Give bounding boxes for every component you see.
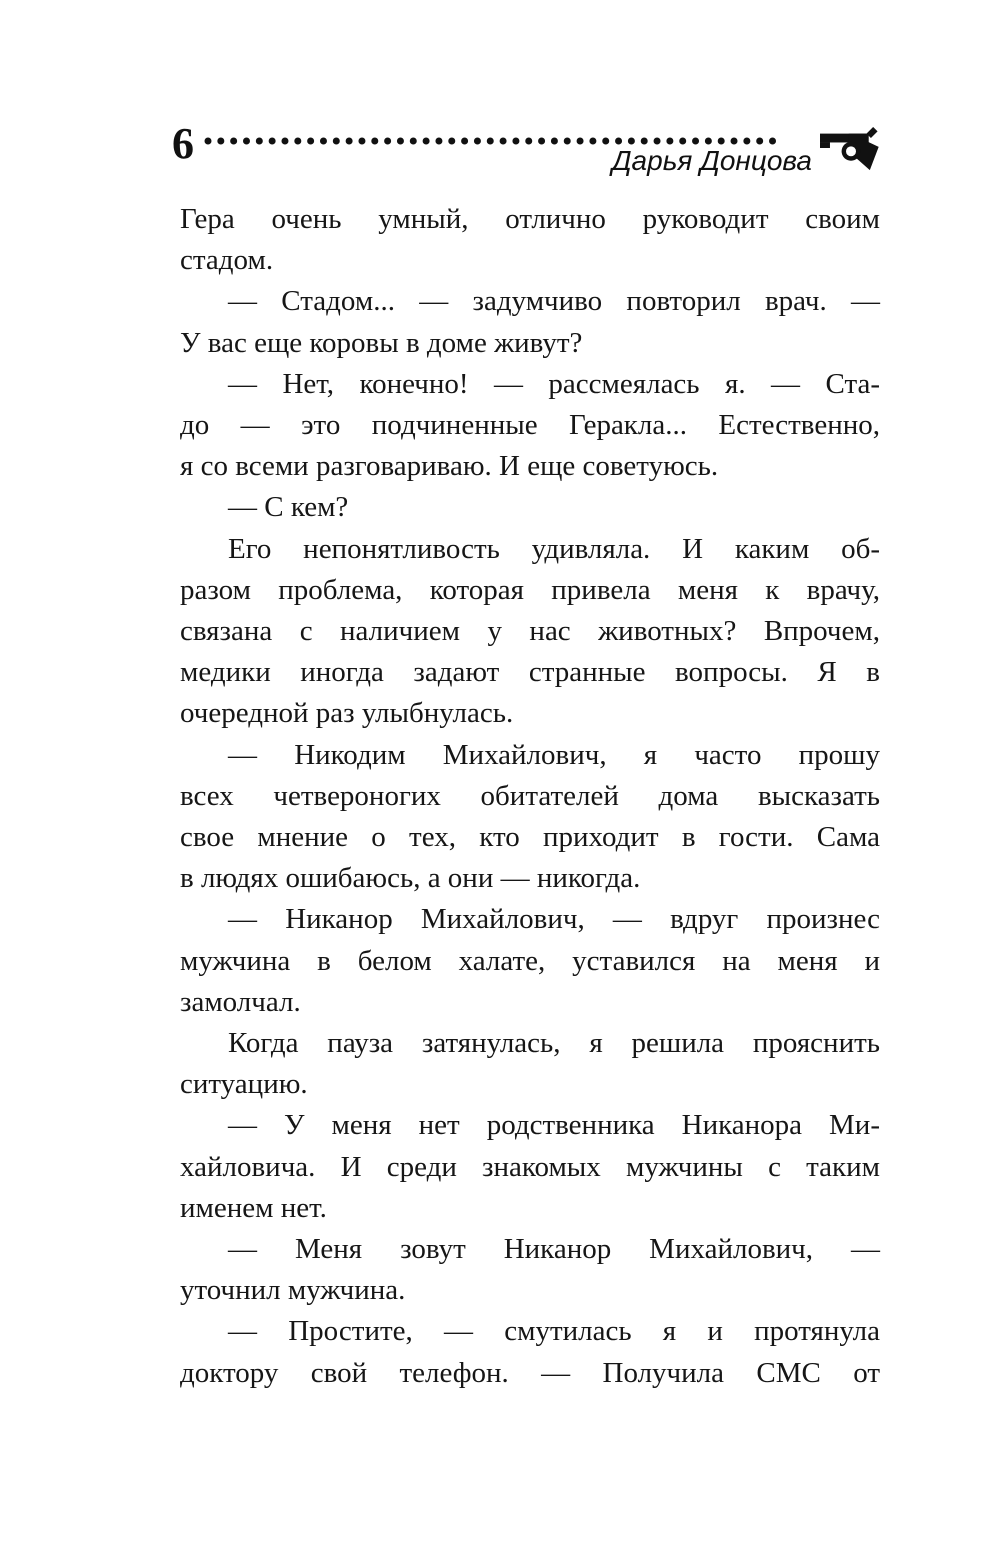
text-line: разом проблема, которая привела меня к врачу,	[180, 573, 880, 606]
text-line: именем нет.	[180, 1191, 327, 1224]
text-line: Когда пауза затянулась, я решила прояснить	[228, 1027, 880, 1060]
text-line: доктору свой телефон. — Получила СМС от	[180, 1356, 880, 1389]
text-line: хайловича. И среди знакомых мужчины с таким	[180, 1150, 880, 1183]
running-head-author: Дарья Донцова	[611, 145, 812, 176]
text-line: — Никанор Михайлович, — вдруг произнес	[228, 903, 880, 936]
text-line: уточнил мужчина.	[180, 1274, 406, 1307]
page-number: 6	[172, 119, 194, 168]
text-line: медики иногда задают странные вопросы. Я в	[180, 656, 880, 689]
text-line: — Меня зовут Никанор Михайлович, —	[228, 1233, 880, 1266]
text-line: ситуацию.	[180, 1068, 308, 1101]
text-line: У вас еще коровы в доме живут?	[180, 326, 583, 359]
revolver-icon	[820, 125, 882, 171]
text-line: — С кем?	[228, 491, 349, 524]
text-line: связана с наличием у нас животных? Впрочем,	[180, 615, 880, 648]
text-line: — У меня нет родственника Никанора Ми-	[228, 1109, 880, 1142]
text-line: — Стадом... — задумчиво повторил врач. —	[228, 285, 880, 318]
text-line: — Никодим Михайлович, я часто прошу	[228, 738, 880, 771]
text-block	[180, 199, 880, 1394]
text-line: до — это подчиненные Геракла... Естественно,	[180, 409, 880, 442]
text-line: всех четвероногих обитателей дома высказать	[180, 779, 880, 812]
text-line: Гера очень умный, отлично руководит своим	[180, 203, 880, 235]
text-line: очередной раз улыбнулась.	[180, 697, 514, 730]
text-line: стадом.	[180, 244, 274, 277]
text-line: — Нет, конечно! — рассмеялась я. — Ста-	[228, 367, 880, 400]
text-line: — Простите, — смутилась я и протянула	[228, 1315, 880, 1348]
text-line: я со всеми разговариваю. И еще советуюсь.	[180, 450, 719, 483]
text-line: свое мнение о тех, кто приходит в гости. Сама	[180, 821, 880, 854]
text-line: мужчина в белом халате, уставился на меня и	[180, 944, 880, 977]
text-line: замолчал.	[180, 985, 301, 1018]
text-line: в людях ошибаюсь, а они — никогда.	[180, 862, 641, 895]
text-line: Его непонятливость удивляла. И каким об-	[228, 532, 880, 565]
